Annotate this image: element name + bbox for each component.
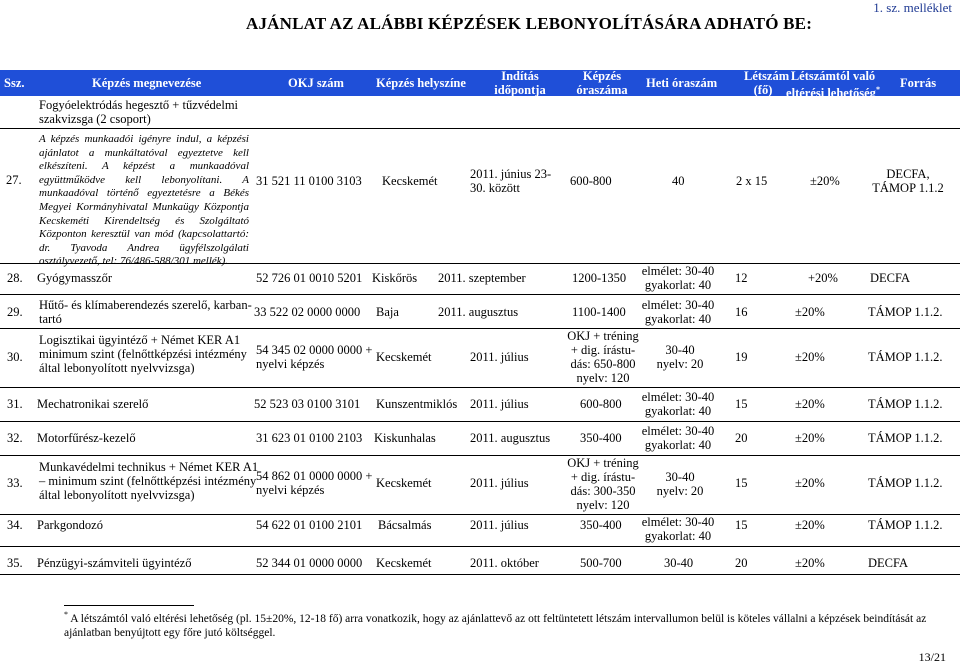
annex-label: 1. sz. melléklet (873, 0, 952, 15)
row33-weekly-2: nyelv: 20 (656, 484, 704, 498)
row28-start: 2011. szeptember (438, 271, 526, 285)
row30-hours-1: OKJ + tréning (567, 329, 639, 343)
col-hours: Képzés óraszáma (576, 69, 628, 97)
row28-source: DECFA (870, 271, 911, 285)
row34-weekly-1: elmélet: 30-40 (641, 515, 715, 529)
row35-start: 2011. október (470, 556, 539, 570)
row27-okj: 31 521 11 0100 3103 (256, 174, 362, 188)
row27-weekly: 40 (672, 174, 685, 188)
row33-okj-1: 54 862 01 0000 0000 + (256, 469, 373, 483)
row31-location: Kunszentmiklós (376, 397, 458, 411)
row27-ssz: 27. (6, 173, 22, 187)
row35-headcount: 20 (735, 556, 748, 570)
row-divider (0, 455, 960, 456)
row-divider (0, 128, 960, 129)
footnote-text: A létszámtól való eltérési lehetőség (pl. 15±20%, 12-18 fő) arra vonatkozik, hogy az ajánlattevő az ott feltüntetett létszám intervallumon belül is köteles vállalni a képzések beindítását az ajánlatban benyújtott egy főre jutó költséggel. (64, 612, 927, 639)
col-deviation (773, 69, 893, 100)
row34-name: Parkgondozó (37, 518, 103, 532)
row30-hours-4: nyelv: 120 (576, 371, 630, 385)
row29-name-1: Hűtő- és klímaberendezés szerelő, karban- (39, 298, 252, 312)
col-okj: OKJ szám (288, 76, 344, 90)
page-title: AJÁNLAT AZ ALÁBBI KÉPZÉSEK LEBONYOLÍTÁSÁRA ADHATÓ BE: (246, 14, 813, 33)
row-divider (0, 574, 960, 575)
row31-weekly-1: elmélet: 30-40 (641, 390, 715, 404)
row34-weekly-2: gyakorlat: 40 (644, 529, 712, 543)
row31-name: Mechatronikai szerelő (37, 397, 149, 411)
row29-headcount: 16 (735, 305, 748, 319)
row33-ssz: 33. (7, 476, 23, 490)
row34-deviation: ±20% (795, 518, 825, 532)
row30-hours-3: dás: 650-800 (570, 357, 636, 371)
row33-name-1: Munkavédelmi technikus + Német KER A1 (39, 460, 259, 474)
row32-start: 2011. augusztus (470, 431, 551, 445)
row31-headcount: 15 (735, 397, 748, 411)
row31-source: TÁMOP 1.1.2. (868, 397, 943, 411)
row-divider (0, 294, 960, 295)
prev-row-name-2: szakvizsga (2 csoport) (39, 112, 151, 126)
row35-name: Pénzügyi-számviteli ügyintéző (37, 556, 192, 570)
row28-headcount: 12 (735, 271, 748, 285)
row27-source-1: DECFA, (886, 167, 930, 181)
row30-source: TÁMOP 1.1.2. (868, 350, 943, 364)
row28-okj: 52 726 01 0010 5201 (256, 271, 363, 285)
row30-ssz: 30. (7, 350, 23, 364)
row32-okj: 31 623 01 0100 2103 (256, 431, 363, 445)
row33-hours-4: nyelv: 120 (576, 498, 630, 512)
col-location: Képzés helyszíne (376, 76, 466, 90)
row30-weekly-1: 30-40 (665, 343, 695, 357)
row27-deviation: ±20% (810, 174, 840, 188)
row30-okj-2: nyelvi képzés (256, 357, 325, 371)
row29-weekly-2: gyakorlat: 40 (644, 312, 712, 326)
row33-headcount: 15 (735, 476, 748, 490)
col-name: Képzés megnevezése (92, 76, 202, 90)
row30-name-2: minimum szint (felnőttképzési intézmény (39, 347, 247, 361)
row29-ssz: 29. (7, 305, 23, 319)
row-divider (0, 514, 960, 515)
row30-start: 2011. július (470, 350, 529, 364)
row35-source: DECFA (868, 556, 909, 570)
row-divider (0, 263, 960, 264)
prev-row-name-1: Fogyóelektródás hegesztő + tűzvédelmi (39, 98, 239, 112)
row30-hours-2: + dig. írástu- (570, 343, 636, 357)
row30-deviation: ±20% (795, 350, 825, 364)
footnote (64, 608, 944, 640)
row33-hours-2: + dig. írástu- (570, 470, 636, 484)
row35-deviation: ±20% (795, 556, 825, 570)
row33-hours-3: dás: 300-350 (570, 484, 636, 498)
page-number: 13/21 (918, 650, 946, 664)
row29-hours: 1100-1400 (572, 305, 626, 319)
row30-name-3: által lebonyolított nyelvvizsga) (39, 361, 195, 375)
col-deviation-text: Létszámtól való eltérési lehetőség (786, 69, 876, 101)
row-divider (0, 546, 960, 547)
row33-source: TÁMOP 1.1.2. (868, 476, 943, 490)
row28-name: Gyógymasszőr (37, 271, 112, 285)
row27-headcount: 2 x 15 (736, 174, 768, 188)
row35-ssz: 35. (7, 556, 23, 570)
row27-location: Kecskemét (382, 174, 438, 188)
row30-weekly-2: nyelv: 20 (656, 357, 704, 371)
footnote-rule (64, 605, 194, 606)
row33-location: Kecskemét (376, 476, 432, 490)
row30-name-1: Logisztikai ügyintéző + Német KER A1 (39, 333, 241, 347)
row28-weekly-1: elmélet: 30-40 (641, 264, 715, 278)
row27-source-2: TÁMOP 1.1.2 (872, 181, 944, 195)
row27-hours: 600-800 (570, 174, 612, 188)
row32-weekly-2: gyakorlat: 40 (644, 438, 712, 452)
row34-okj: 54 622 01 0100 2101 (256, 518, 363, 532)
col-source: Forrás (900, 76, 937, 90)
row32-ssz: 32. (7, 431, 23, 445)
row31-hours: 600-800 (580, 397, 622, 411)
col-ssz: Ssz. (4, 76, 25, 90)
row32-location: Kiskunhalas (374, 431, 436, 445)
row33-deviation: ±20% (795, 476, 825, 490)
row33-name-2: – minimum szint (felnőttképzési intézmény (39, 474, 257, 488)
row28-hours: 1200-1350 (572, 271, 627, 285)
row32-name: Motorfűrész-kezelő (37, 431, 136, 445)
row33-hours-1: OKJ + tréning (567, 456, 639, 470)
footnote-mark: * (64, 610, 68, 619)
row-divider (0, 421, 960, 422)
row32-weekly-1: elmélet: 30-40 (641, 424, 715, 438)
row34-start: 2011. július (470, 518, 529, 532)
row30-headcount: 19 (735, 350, 748, 364)
row28-ssz: 28. (7, 271, 23, 285)
row35-okj: 52 344 01 0000 0000 (256, 556, 363, 570)
row-divider (0, 328, 960, 329)
row29-name-2: tartó (39, 312, 62, 326)
row34-ssz: 34. (7, 518, 23, 532)
row27-note: A képzés munkaadói igényre indul, a képzési ajánlatot a munkáltatóval egyeztetve kell elkészíteni. A képzést a munkaadóval együttműködve kell lebonyolítani. A munkaadóval történő egyeztetésre a Békés Megyei Kormányhivatal Munkaügy Központja Kecskeméti Kirendeltség és Szolgáltató Központon keresztül van mód (kapcsolattartó: dr. Tyavoda Andrea ügyfélszolgálati osztályvezető, tel: 76/486-588/301 mellék). (39, 133, 249, 268)
row32-deviation: ±20% (795, 431, 825, 445)
col-deviation-mark: * (875, 85, 880, 94)
col-start: Indítás időpontja (494, 69, 546, 97)
row34-source: TÁMOP 1.1.2. (868, 518, 943, 532)
row33-okj-2: nyelvi képzés (256, 483, 325, 497)
row30-okj-1: 54 345 02 0000 0000 + (256, 343, 373, 357)
row29-start: 2011. augusztus (438, 305, 519, 319)
row34-location: Bácsalmás (378, 518, 432, 532)
row29-weekly-1: elmélet: 30-40 (641, 298, 715, 312)
row31-ssz: 31. (7, 397, 23, 411)
row31-deviation: ±20% (795, 397, 825, 411)
row33-weekly-1: 30-40 (665, 470, 695, 484)
row35-weekly: 30-40 (664, 556, 694, 570)
row35-hours: 500-700 (580, 556, 622, 570)
row31-okj: 52 523 03 0100 3101 (254, 397, 361, 411)
table-header (0, 69, 960, 101)
row31-weekly-2: gyakorlat: 40 (644, 404, 712, 418)
row33-start: 2011. július (470, 476, 529, 490)
row29-location: Baja (376, 305, 399, 319)
row29-source: TÁMOP 1.1.2. (868, 305, 943, 319)
row-divider (0, 387, 960, 388)
row33-name-3: által lebonyolított nyelvvizsga) (39, 488, 195, 502)
row32-hours: 350-400 (580, 431, 622, 445)
row27-start-1: 2011. június 23- (470, 167, 552, 181)
row30-location: Kecskemét (376, 350, 432, 364)
row35-location: Kecskemét (376, 556, 432, 570)
row32-headcount: 20 (735, 431, 748, 445)
col-weekly: Heti óraszám (646, 76, 718, 90)
row32-source: TÁMOP 1.1.2. (868, 431, 943, 445)
row29-deviation: ±20% (795, 305, 825, 319)
row29-okj: 33 522 02 0000 0000 (254, 305, 361, 319)
row28-deviation: +20% (808, 271, 838, 285)
row28-location: Kiskőrös (372, 271, 418, 285)
row27-start-2: 30. között (470, 181, 520, 195)
row28-weekly-2: gyakorlat: 40 (644, 278, 712, 292)
row34-headcount: 15 (735, 518, 748, 532)
col-headcount: Létszám (fő) (744, 69, 790, 97)
row31-start: 2011. július (470, 397, 529, 411)
row34-hours: 350-400 (580, 518, 622, 532)
